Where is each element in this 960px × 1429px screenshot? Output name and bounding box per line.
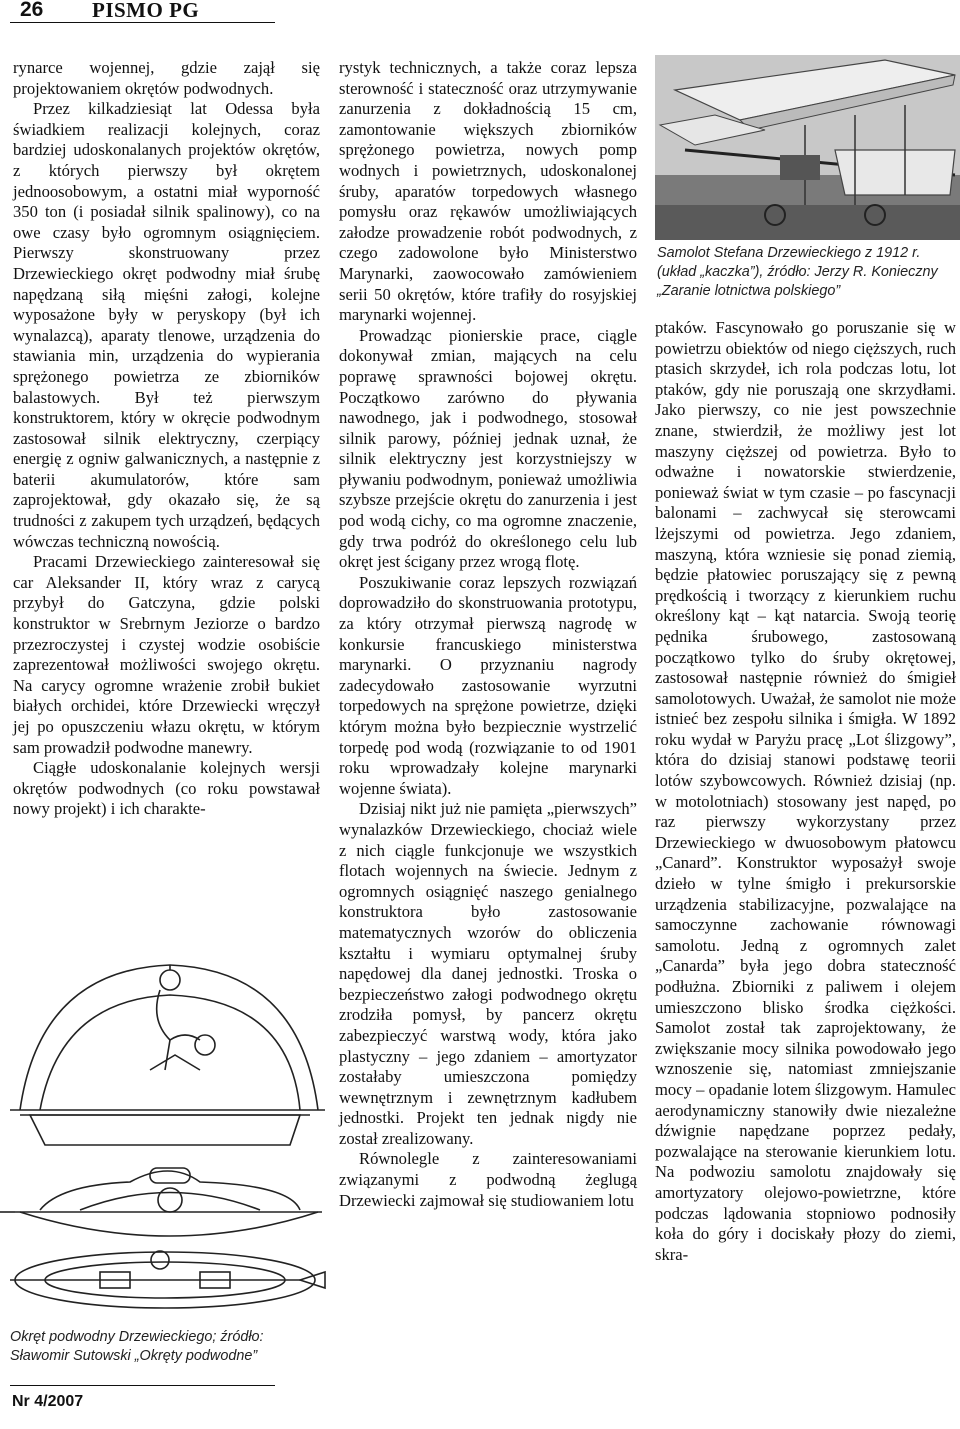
page-number: 26 [20,0,44,21]
column-2 [339,58,637,1211]
column-1 [13,58,320,820]
footer-divider [10,1385,275,1386]
magazine-title: PISMO PG [92,0,200,22]
submarine-drawing [0,960,330,1325]
paragraph: Pracami Drzewieckiego zainteresował się car Aleksander II, który wraz z carycą przybył do Gatczyna, gdzie polski konstruktor w Srebrnym Jeziorze o bardzo przezroczystej i czystej wodzie osobiście zaprezentował możliwości swojego okrętu. Na carycy ogromne wrażenie zrobił bukiet białych orchidei, które Drzewiecki wręczył jej po opuszczeniu włazu okrętu, w którym sam prowadził podwodne manewry. [13,552,320,757]
airplane-photo [655,55,960,240]
paragraph: Poszukiwanie coraz lepszych rozwiązań doprowadziło do skonstruowania prototypu, za który otrzymał pierwszą nagrodę w konkursie francuskiego ministerstwa marynarki. O przyznaniu nagrody zadecydowało zastosowanie wyrzutni torpedowych na sprężone powietrze, dzięki którym można było bezpiecznie wystrzelić torpedę pod wodą (rozwiązanie to od 1901 roku wprowadzały kolejne marynarki wojenne świata). [339,572,637,798]
paragraph: Prowadząc pionierskie prace, ciągle dokonywał zmian, mających na celu poprawę sprawności bojowej okrętu. Początkowo zarówno do pływania nawodnego, jak i podwodnego, stosował silnik parowy, później jednak uznał, że silnik elektryczny jest korzystniejszy w pływaniu podwodnym, ponieważ umożliwia szybsze przejście okrętu do zanurzenia i jest pod wodą cichy, co ma ogromne znaczenie, gdy trwa podróż do określonego celu lub okręt jest ścigany przez wrogą flotę. [339,325,637,572]
column-3 [655,318,956,1265]
paragraph: Dzisiaj nikt już nie pamięta „pierwszych” wynalazków Drzewieckiego, chociaż wiele z nich ciągle funkcjonuje we wszystkich flotach wojennych na świecie. Jednym z ogromnych osiągnięć naszego genialnego konstruktora było zastosowanie matematycznych wzorów do obliczenia kształtu i wymiaru optymalnej śruby napędowej dla danej jednostki. Troska o bezpieczeństwo załogi podwodnego okrętu zrodziła pomysł, by pancerz okrętu zabezpieczyć warstwą wody, która jako plastyczny – jego zdaniem – amortyzator zostałaby umieszczona pomiędzy wewnętrznym i zewnętrznym kadłubem jednostki. Projekt ten jednak nigdy nie został zrealizowany. [339,799,637,1148]
paragraph: ptaków. Fascynowało go poruszanie się w powietrzu obiektów od niego cięższych, ruch ptasich skrzydeł, ich rola podczas lotu, lot ptaków, gdy nie poruszają one skrzydłami. Jako pierwszy, co nie jest powszechnie znane, stwierdził, że możliwy jest lot maszyny cięższej od powietrza. Było to odważne i nowatorskie stwierdzenie, ponieważ świat w tym czasie – po fascynacji balonami – zachwycał się sterowcami lżejszymi od powietrza. Jego zdaniem, maszyną, która wzniesie się ponad ziemią, będzie płatowiec poruszający się z pewną prędkością i tworzący z kierunkiem ruchu określony kąt – kąt natarcia. Swoją teorię pędnika śrubowego, zastosowaną początkowo tylko do śruby okrętowej, zastosował następnie również do śmigieł samolotowych. Uważał, że samolot nie może istnieć bez zespołu silnika i śmigła. W 1892 roku wydał w Paryżu pracę „Lot ślizgowy”, która do dzisiaj stanowi podstawę teorii lotów szybowcowych. Również dzisiaj (np. w motolotniach) stosowany jest napęd, po raz pierwszy wykorzystany przez Drzewieckiego w dwuosobowym płatowcu „Canard”. Konstruktor wyposażył swoje dzieło w tylne śmigło i prekursorskie urządzenia stabilizacyjne, pozwalające na samoczynne zachowanie równowagi samolotu. Jedną z ogromnych zalet „Canarda” była jego dobra stateczność podłużna. Zbiorniki z paliwem i olejem umieszczono blisko środka ciężkości. Samolot został tak zaprojektowany, że zwiększanie mocy silnika powodowało jego wznoszenie się, natomiast zmniejszanie mocy – opadanie lotem ślizgowym. Hamulec aerodynamiczny stanowiły dwie niezależne dźwignie napędzane poprzez pedały, pozwalające na sterowanie kierunkiem lotu. Na podwoziu samolotu znajdowały się amortyzatory olejowo-powietrzne, które podczas lądowania stopniowo podnosiły koła do góry i dociskały płozy do ziemi, skra- [655,318,956,1264]
paragraph: Równolegle z zainteresowaniami związanymi z podwodną żeglugą Drzewiecki zajmował się studiowaniem lotu [339,1149,637,1210]
airplane-caption: Samolot Stefana Drzewieckiego z 1912 r. (układ „kaczka”), źródło: Jerzy R. Konieczny „Zaranie lotnictwa polskiego” [657,245,938,299]
paragraph: rynarce wojennej, gdzie zajął się projektowaniem okrętów podwodnych. [13,58,320,98]
submarine-figure [0,960,330,1325]
page-header [10,0,280,30]
paragraph: Przez kilkadziesiąt lat Odessa była świadkiem realizacji kolejnych, coraz bardziej udoskonalanych projektów okrętów, z których pierwszy był okrętem jednoosobowym, a ostatni miał wyporność 350 ton (i posiadał silnik spalinowy), co na owe czasy było ogromnym osiągnięciem. Pierwszy skonstruowany przez Drzewieckiego okręt podwodny miał śrubę napędzaną siłą mięśni załogi, kolejne wyposażone były w peryskopy (był ich wynalazcą), aparaty tlenowe, urządzenia do stawiania min, urządzenia do wypierania sprężonego powietrza ze zbiorników balastowych. Był też pierwszym konstruktorem, który w okręcie podwodnym zastosował silnik elektryczny, czerpiący energię z ogniw galwanicznych, a następnie z baterii akumulatorów, które sam zaprojektował, gdy okazało się, że są trudności z zakupem tych urządzeń, będących wówczas techniczną nowością. [13,99,320,551]
paragraph: rystyk technicznych, a także coraz lepsza sterowność i stateczność oraz utrzymywanie zanurzenia z dokładnością 15 cm, zamontowanie większych zbiorników sprężonego powietrza, nowych pomp wodnych i powietrznych, udoskonalonej śruby, aparatów torpedowych własnego pomysłu oraz rękawów umożliwiających załodze prowadzenie robót podwodnych, z czego zadowolone było Ministerstwo Marynarki, zaowocowało zamówieniem serii 50 okrętów, które trafiły do rosyjskiej marynarki wojennej. [339,58,637,325]
paragraph: Ciągłe udoskonalanie kolejnych wersji okrętów podwodnych (co roku powstawał nowy projekt) i ich charakte- [13,758,320,819]
submarine-caption: Okręt podwodny Drzewieckiego; źródło: Sławomir Sutowski „Okręty podwodne” [10,1329,264,1364]
airplane-image [655,55,960,240]
issue-number: Nr 4/2007 [12,1393,84,1410]
header-divider [10,22,275,23]
